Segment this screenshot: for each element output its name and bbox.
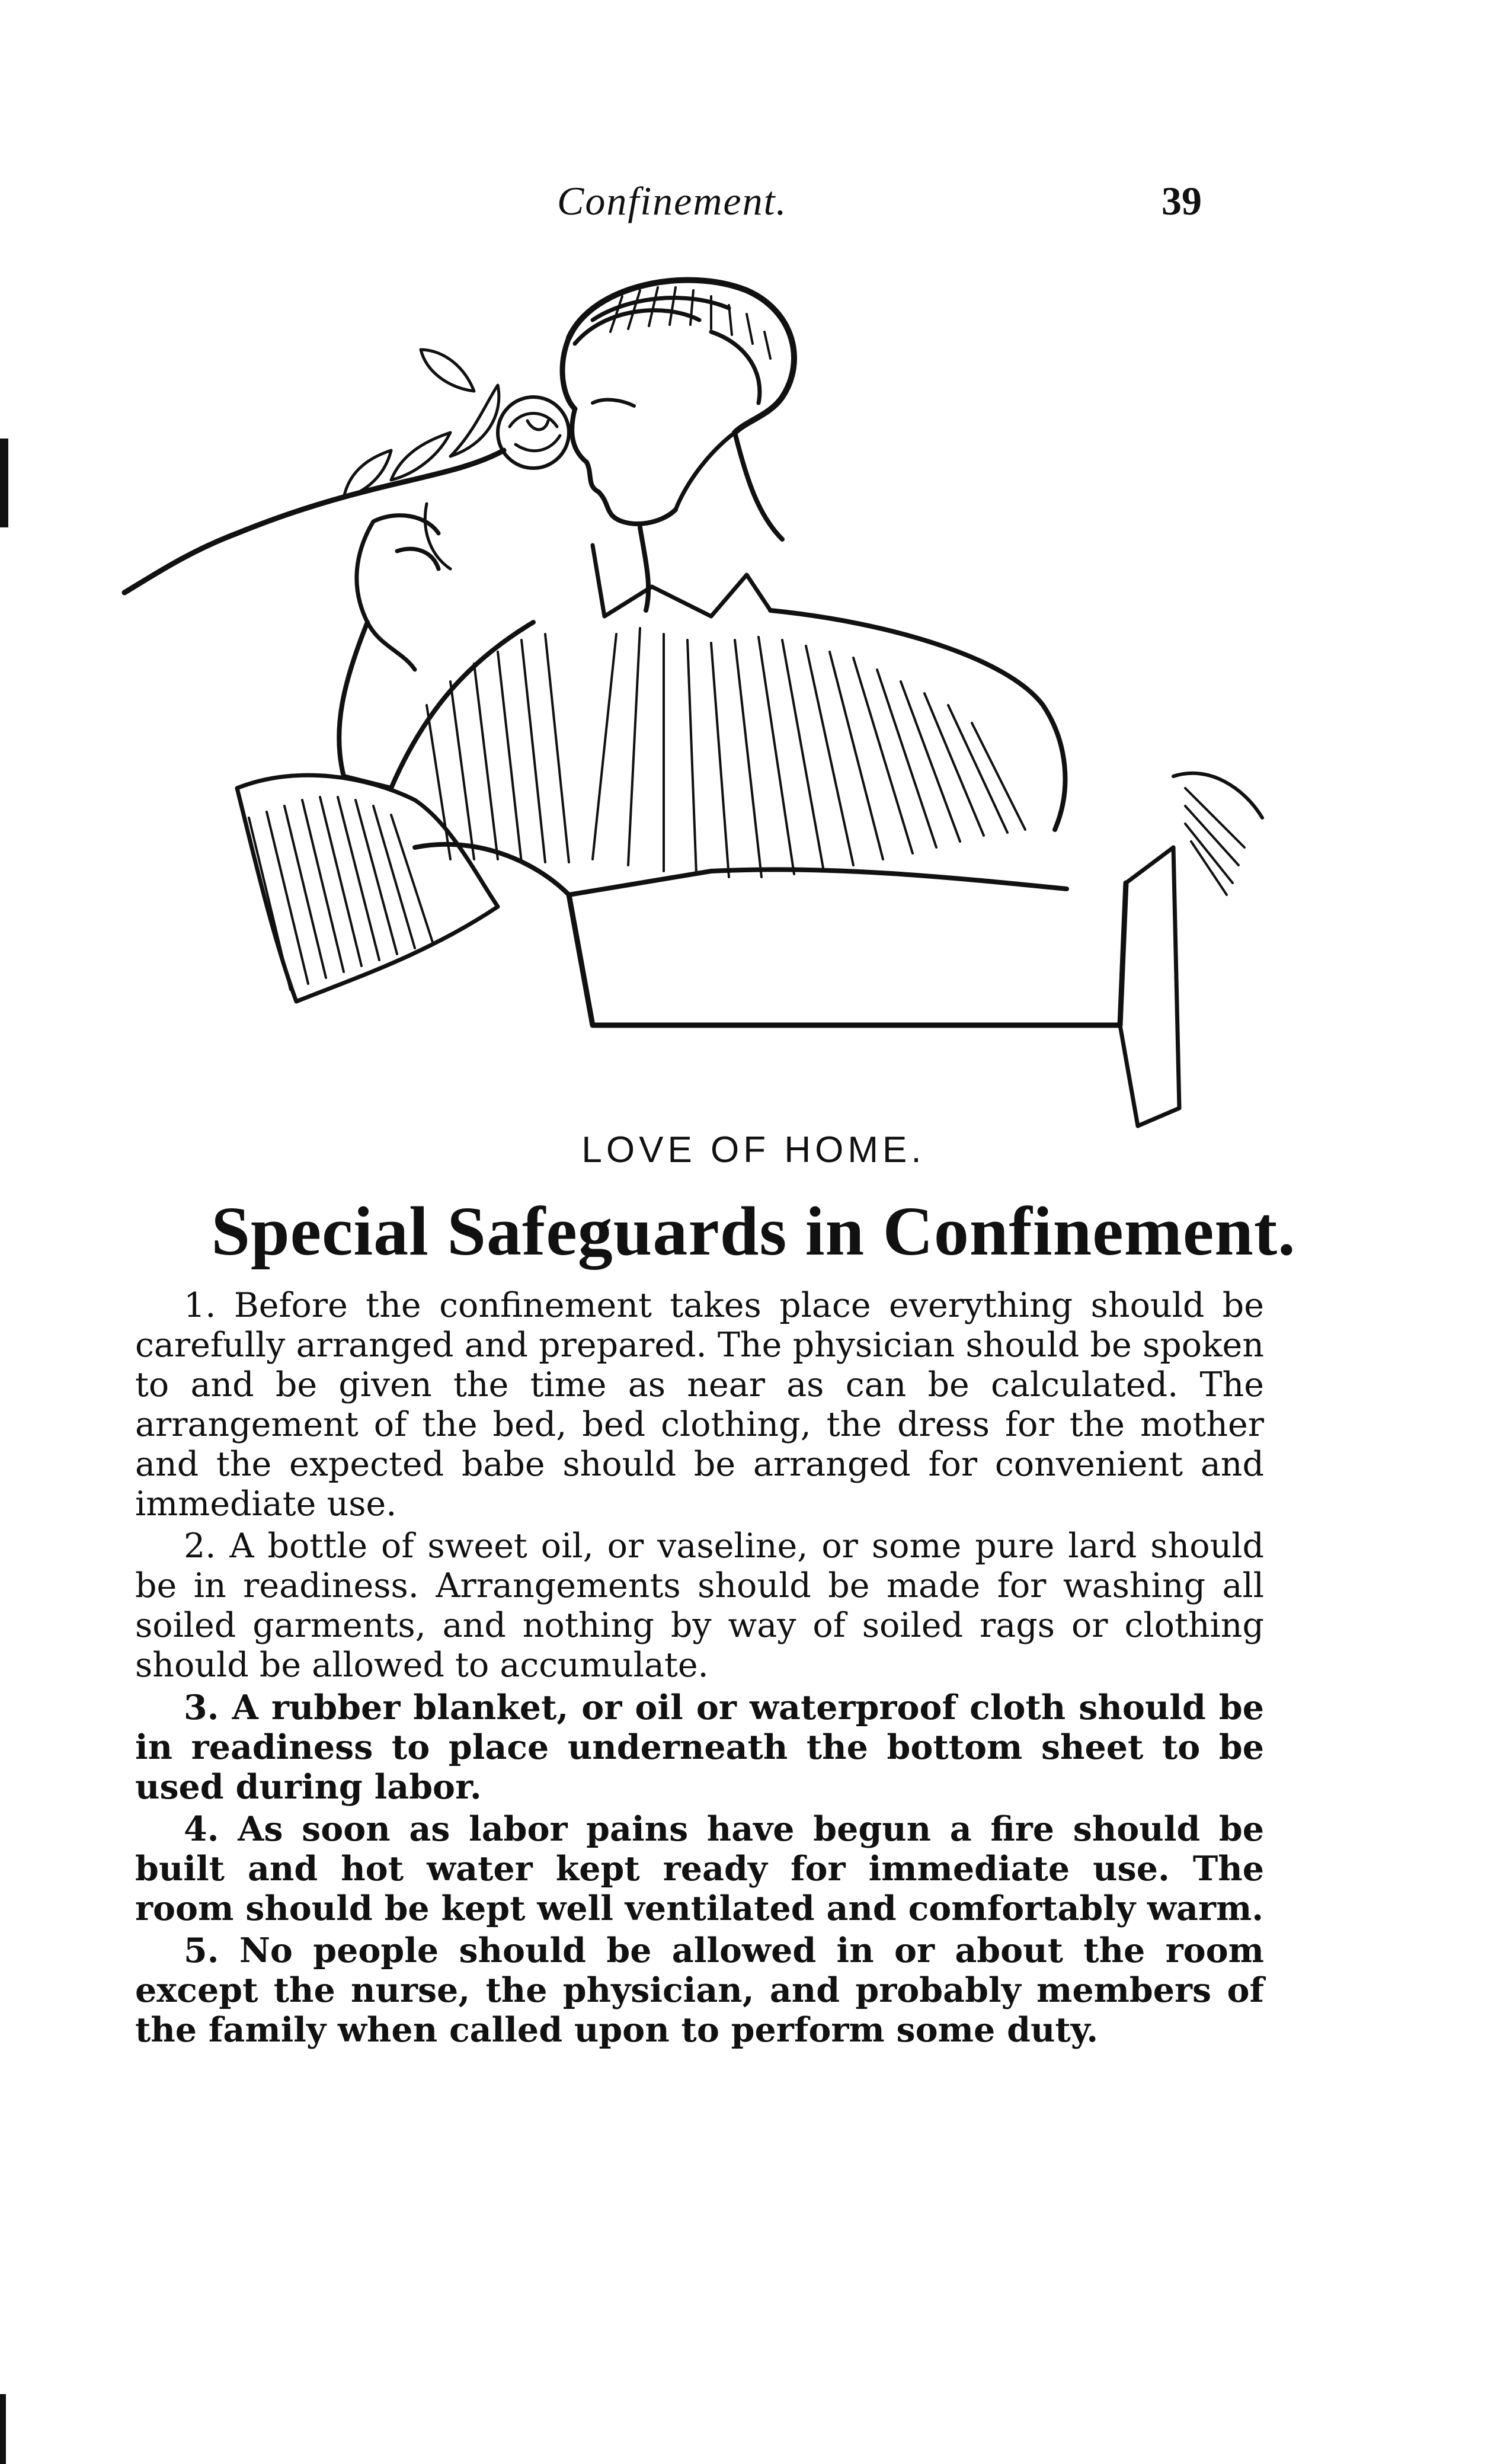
body-text [135, 1286, 1264, 2052]
paragraph-4: 4. As soon as labor pains have begun a fire should be built and hot water kept ready for immediate use. The room should be kept well ventilated and comfortably warm. [135, 1809, 1264, 1928]
illustration-caption: LOVE OF HOME. [581, 1129, 926, 1170]
section-heading: Special Safeguards in Confinement. [211, 1192, 1296, 1270]
woman-smelling-rose-icon [119, 255, 1268, 1132]
paragraph-1: 1. Before the confinement takes place everything should be carefully arranged and prepared. The physician should be spoken to and be given the time as near as can be calculated. The arrangement of the bed, bed clothing, the dress for the mother and the expected babe should be arranged for convenient and immediate use. [135, 1286, 1264, 1524]
binding-edge-mark-bottom [0, 2394, 6, 2464]
page-number: 39 [1162, 178, 1202, 223]
paragraph-5: 5. No people should be allowed in or about the room except the nurse, the physician, and probably members of the family when called upon to perform some duty. [135, 1931, 1264, 2050]
binding-edge-mark [0, 439, 8, 527]
running-head: Confinement. [557, 178, 788, 223]
paragraph-3: 3. A rubber blanket, or oil or waterproof cloth should be in readiness to place underneath the bottom sheet to be used during labor. [135, 1688, 1264, 1807]
paragraph-2: 2. A bottle of sweet oil, or vaseline, or some pure lard should be in readiness. Arrangements should be made for washing all soiled garments, and nothing by way of soiled rags or clothing should be allowed to accumulate. [135, 1527, 1264, 1685]
